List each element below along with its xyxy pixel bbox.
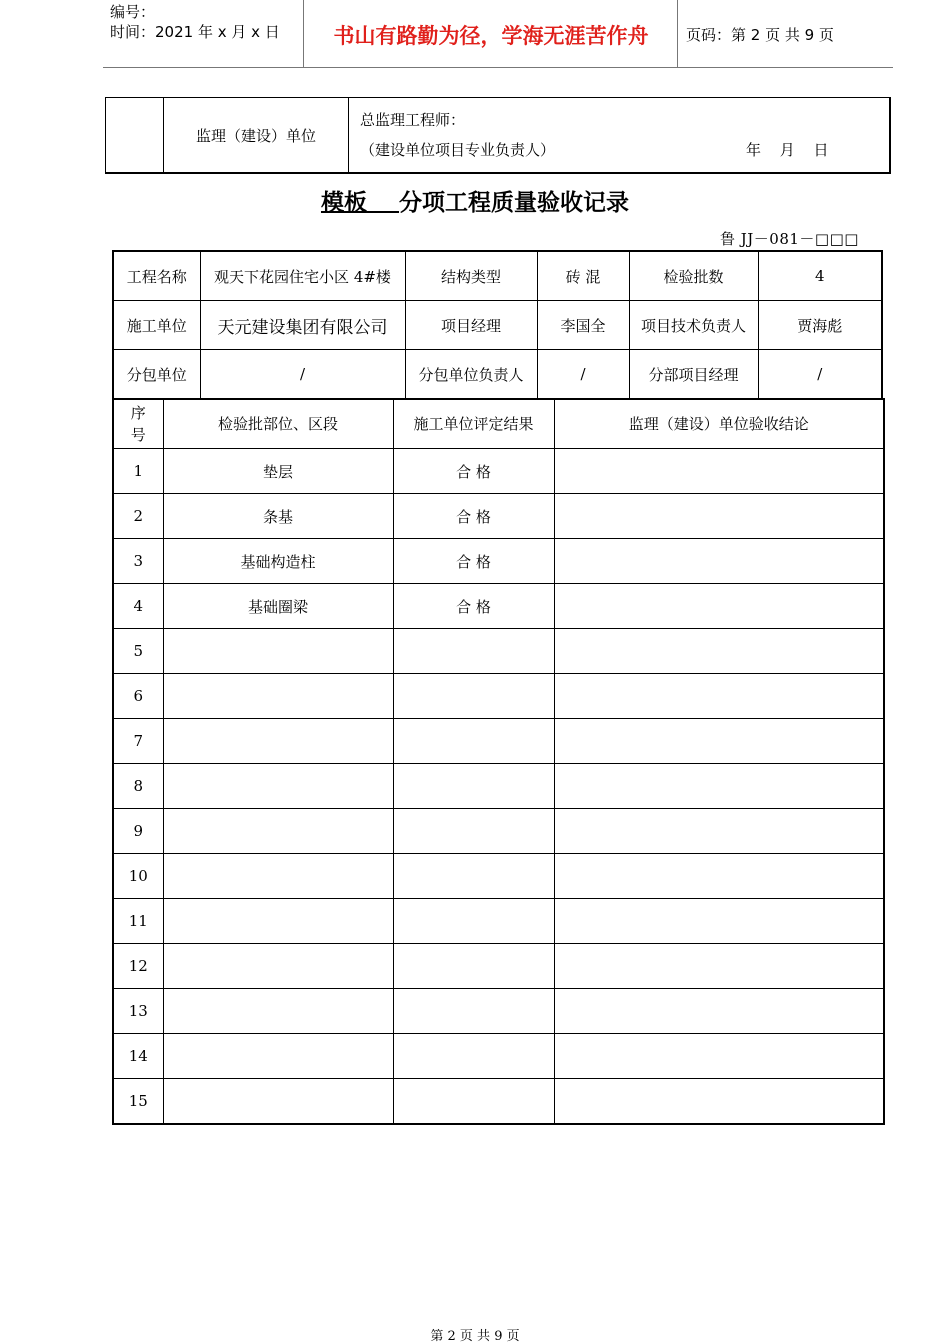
table-row [113,1034,884,1079]
structure-type-label: 结构类型 [405,251,537,301]
project-name-label: 工程名称 [113,251,200,301]
table-row [113,301,882,350]
header-seq-text: 序号 [130,403,146,444]
title-item: 模板 [320,190,367,216]
batch-count: 4 [758,251,882,301]
table-row [113,899,884,944]
supervision-conclusion [554,674,884,719]
batch-count-label: 检验批数 [629,251,758,301]
construction-result [393,719,554,764]
supervision-conclusion [554,944,884,989]
table-header-row [113,399,884,449]
table-row [113,989,884,1034]
project-manager: 李国全 [537,301,629,350]
supervision-conclusion [554,809,884,854]
subcontractor-label: 分包单位 [113,350,200,400]
owner-representative-label: （建设单位项目专业负责人） [360,141,556,159]
construction-result [393,854,554,899]
table-row [113,449,884,494]
table-row [113,854,884,899]
project-name: 观天下花园住宅小区 4#楼 [200,251,405,301]
header-result: 施工单位评定结果 [393,399,554,449]
supervision-conclusion [554,539,884,584]
page-title [0,184,950,217]
supervision-conclusion [554,854,884,899]
construction-result [393,809,554,854]
header-seq [113,399,163,449]
table-row [113,539,884,584]
sub-manager-label: 分部项目经理 [629,350,758,400]
header-divider [677,0,678,67]
row-number: 9 [113,809,163,854]
row-number: 11 [113,899,163,944]
title-text: 分项工程质量验收记录 [399,190,630,216]
table-row [113,764,884,809]
batch-part: 基础构造柱 [163,539,393,584]
supervision-conclusion [554,989,884,1034]
row-number: 4 [113,584,163,629]
row-number: 6 [113,674,163,719]
construction-result [393,899,554,944]
supervision-conclusion [554,494,884,539]
project-info-table [112,250,883,400]
row-number: 1 [113,449,163,494]
batch-part [163,809,393,854]
construction-result [393,1079,554,1125]
supervision-unit-label: 监理（建设）单位 [164,98,349,172]
header-page-number: 页码：第 2 页 共 9 页 [686,26,834,44]
project-manager-label: 项目经理 [405,301,537,350]
page-footer: 第 2 页 共 9 页 [430,1329,520,1344]
table-row [113,494,884,539]
batch-part [163,764,393,809]
tech-lead-label: 项目技术负责人 [629,301,758,350]
construction-result [393,674,554,719]
construction-result [393,1034,554,1079]
header-motto: 书山有路勤为径，学海无涯苦作舟 [333,24,649,48]
signature-table [105,97,891,174]
contractor-label: 施工单位 [113,301,200,350]
row-number: 2 [113,494,163,539]
supervision-conclusion [554,764,884,809]
supervision-conclusion [554,584,884,629]
structure-type: 砖 混 [537,251,629,301]
supervision-conclusion [554,449,884,494]
batch-part [163,1034,393,1079]
batch-part [163,989,393,1034]
contractor: 天元建设集团有限公司 [200,301,405,350]
table-row [113,251,882,301]
signature-date: 年 月 日 [746,141,829,159]
sub-manager: / [758,350,882,400]
batch-part [163,674,393,719]
table-row [113,944,884,989]
row-number: 14 [113,1034,163,1079]
form-code: 鲁 JJ－081－□□□ [720,230,859,248]
signature-blank-cell [106,98,164,172]
row-number: 10 [113,854,163,899]
construction-result [393,629,554,674]
row-number: 15 [113,1079,163,1125]
supervision-conclusion [554,719,884,764]
chief-engineer-label: 总监理工程师： [360,111,466,129]
construction-result [393,989,554,1034]
subcontractor-lead-label: 分包单位负责人 [405,350,537,400]
table-row [113,1079,884,1125]
batch-part [163,854,393,899]
row-number: 5 [113,629,163,674]
construction-result [393,764,554,809]
row-number: 13 [113,989,163,1034]
table-row [113,674,884,719]
supervision-conclusion [554,629,884,674]
batch-part [163,899,393,944]
subcontractor: / [200,350,405,400]
header-part: 检验批部位、区段 [163,399,393,449]
supervision-conclusion [554,1079,884,1125]
batch-part [163,944,393,989]
header-meta [110,2,280,42]
batch-part: 条基 [163,494,393,539]
supervision-conclusion [554,1034,884,1079]
inspection-batch-table [112,398,885,1125]
batch-part [163,1079,393,1125]
construction-result [393,944,554,989]
row-number: 8 [113,764,163,809]
row-number: 12 [113,944,163,989]
header-rule [103,67,893,68]
row-number: 7 [113,719,163,764]
construction-result: 合 格 [393,539,554,584]
tech-lead: 贾海彪 [758,301,882,350]
batch-part: 垫层 [163,449,393,494]
subcontractor-lead: / [537,350,629,400]
header-conclusion: 监理（建设）单位验收结论 [554,399,884,449]
document-time-label: 时间：2021 年 x 月 x 日 [110,23,280,41]
batch-part [163,629,393,674]
table-row [113,809,884,854]
construction-result: 合 格 [393,449,554,494]
supervision-conclusion [554,899,884,944]
batch-part: 基础圈梁 [163,584,393,629]
table-row [113,629,884,674]
row-number: 3 [113,539,163,584]
table-row [113,350,882,400]
batch-part [163,719,393,764]
construction-result: 合 格 [393,584,554,629]
document-number-label: 编号： [110,3,156,21]
table-row [113,719,884,764]
table-row [113,584,884,629]
construction-result: 合 格 [393,494,554,539]
